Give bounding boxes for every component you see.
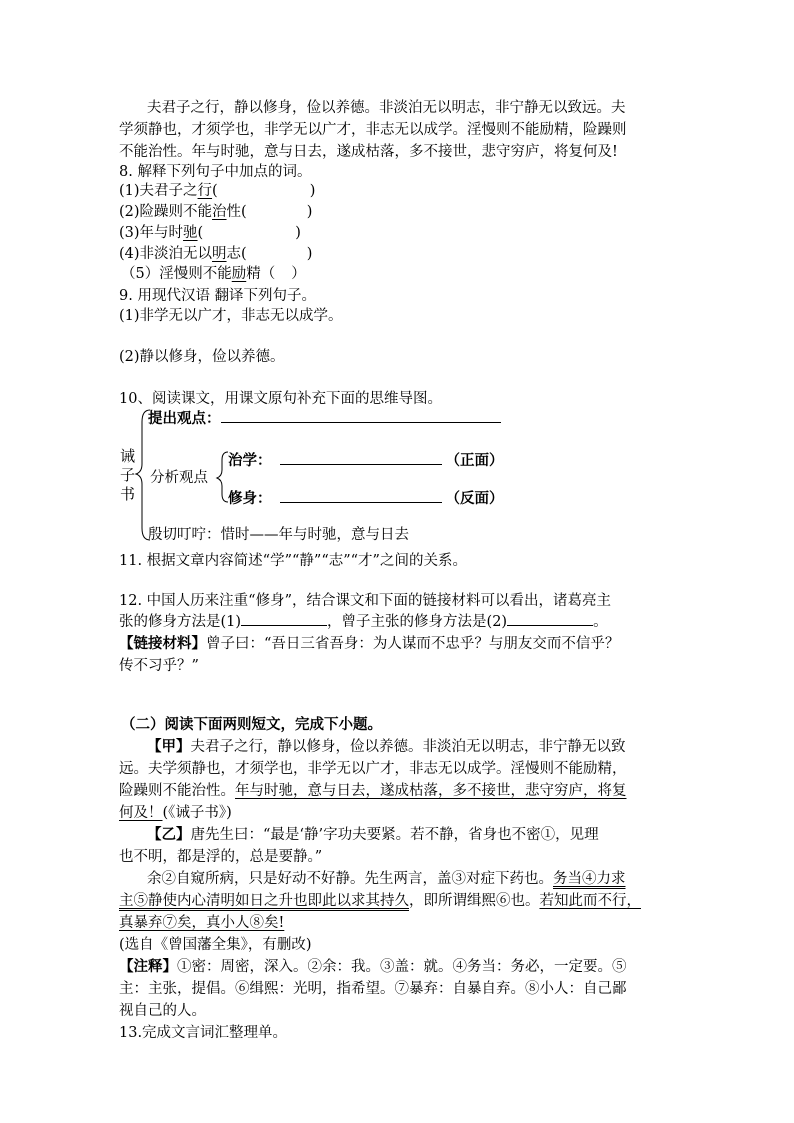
yi-line-2: 也不明，都是浮的，总是要静。” xyxy=(119,849,323,865)
branch-viewpoint xyxy=(148,408,501,429)
jia-label: 【甲】 xyxy=(147,739,191,755)
branch-label: 提出观点： xyxy=(148,411,221,427)
mind-map xyxy=(110,402,530,552)
sub-note: （反面） xyxy=(445,491,504,507)
branch-exhort: 殷切叮咛：惜时——年与时驰，意与日去 xyxy=(148,527,409,543)
sub-note: （正面） xyxy=(445,453,504,469)
q12-text-c: 。 xyxy=(593,614,608,630)
item-close: ) xyxy=(309,183,316,199)
link-text: 曾子曰：“吾日三省吾身：为人谋而不忠乎？与朋友交而不信乎？ xyxy=(206,636,620,652)
jia-text: 夫君子之行，静以修身，俭以养德。非淡泊无以明志，非宁静无以致 xyxy=(190,739,626,755)
question-8-item-4 xyxy=(119,243,312,265)
target-word: 励 xyxy=(231,266,247,282)
item-prefix: (1)夫君子之 xyxy=(119,183,198,199)
item-open: 志( xyxy=(226,246,247,262)
question-9-title: 9. 用现代汉语 翻译下列句子。 xyxy=(119,288,317,304)
target-word: 明 xyxy=(212,246,227,262)
notes-text: ①密：周密，深入。②余：我。③盖：就。④务当：务必，一定要。⑤ xyxy=(177,959,627,975)
section-2-title: （二）阅读下面两则短文，完成下小题。 xyxy=(121,717,382,733)
link-label: 【链接材料】 xyxy=(119,636,206,652)
sub-branch-self xyxy=(228,488,504,509)
underlined-sentence: 若知此而不行， xyxy=(539,893,641,909)
double-underlined-text: 主⑤静使内心清明如日之升也即此以求其持久 xyxy=(119,893,409,909)
jia-line-1 xyxy=(147,736,626,758)
question-12-line-1: 12. 中国人历来注重“修身”，结合课文和下面的链接材料可以看出，诸葛亮主 xyxy=(119,593,611,609)
question-8-item-5 xyxy=(121,263,306,285)
item-close: ) xyxy=(306,246,313,262)
passage-line-2: 学须静也，才须学也，非学无以广才，非志无以成学。淫慢则不能励精，险躁则 xyxy=(119,122,627,138)
inner-brace-icon xyxy=(217,452,228,502)
question-8-item-3 xyxy=(119,222,301,244)
item-prefix: (3)年与时 xyxy=(119,225,184,241)
item-open: ( xyxy=(212,183,218,199)
link-material-line-1 xyxy=(119,633,619,655)
item-open: 性( xyxy=(226,204,247,220)
passage-line-3: 不能治性。年与时驰，意与日去，遂成枯落，多不接世，悲守穷庐，将复何及! xyxy=(119,144,618,160)
question-9-sentence-1: (1)非学无以广才，非志无以成学。 xyxy=(119,308,343,324)
item-close: ) xyxy=(295,225,301,241)
item-prefix: (4)非淡泊无以 xyxy=(119,246,213,262)
notes-line-1 xyxy=(119,956,627,978)
question-10-title: 10、阅读课文，用课文原句补充下面的思维导图。 xyxy=(119,391,442,407)
jia-line-3 xyxy=(119,780,627,802)
notes-label: 【注释】 xyxy=(119,959,177,975)
sub-branch-study xyxy=(228,450,504,471)
yi-label: 【乙】 xyxy=(147,827,191,843)
yi-text: ，即所谓缉熙⑥也。 xyxy=(409,893,540,909)
notes-line-2: 主：主张，提倡。⑥缉熙：光明，指希望。⑦暴弃：自暴自弃。⑧小人：自己鄙 xyxy=(119,981,627,997)
underlined-sentence: 年与时驰，意与日去，遂成枯落，多不接世，悲守穷庐，将复 xyxy=(235,783,627,799)
q12-text-b: ，曾子主张的修身方法是(2) xyxy=(327,614,508,630)
question-8-item-2 xyxy=(119,201,312,223)
yi-line-4 xyxy=(119,890,641,912)
item-close: ) xyxy=(306,204,313,220)
q12-text-a: 张的修身方法是(1) xyxy=(119,614,242,630)
yi-line-3 xyxy=(147,868,626,890)
question-11: 11. 根据文章内容简述“学”“静”“志”“才”之间的关系。 xyxy=(119,553,467,569)
double-underlined-text: 务当④力求 xyxy=(553,871,626,887)
passage-line-1: 夫君子之行，静以修身，俭以养德。非淡泊无以明志，非宁静无以致远。夫 xyxy=(147,100,626,116)
yi-line-1 xyxy=(147,824,599,846)
jia-line-2: 远。夫学须静也，才须学也，非学无以广才，非志无以成学。淫慢则不能励精， xyxy=(119,761,627,777)
branch-analysis: 分析观点 xyxy=(150,470,208,486)
jia-source: (《诫子书》) xyxy=(162,805,232,821)
answer-blank[interactable] xyxy=(280,488,442,503)
target-word: 行 xyxy=(197,183,213,199)
question-13: 13.完成文言词汇整理单。 xyxy=(119,1025,288,1041)
yi-text: 余②自窥所病，只是好动不好静。先生两言，盖③对症下药也。 xyxy=(147,871,553,887)
item-open: 精（ xyxy=(246,266,276,282)
item-open: ( xyxy=(197,225,204,241)
jia-line-4 xyxy=(119,802,232,824)
yi-line-5 xyxy=(119,912,284,934)
question-9-sentence-2: (2)静以修身，俭以养德。 xyxy=(119,349,285,365)
item-prefix: （5）淫慢则不能 xyxy=(121,266,232,282)
underlined-sentence: 何及！ xyxy=(119,805,163,821)
answer-blank-2[interactable] xyxy=(507,611,593,626)
sub-label: 治学： xyxy=(228,453,272,469)
underlined-sentence: 真暴弃⑦矣，真小人⑧矣! xyxy=(119,915,285,931)
question-8-title: 8. 解释下列句子中加点的词。 xyxy=(119,164,312,180)
yi-text: 唐先生曰：“最是‘静’字功夫要紧。若不静，省身也不密①，见理 xyxy=(190,827,599,843)
notes-line-3: 视自己的人。 xyxy=(119,1003,206,1019)
answer-blank[interactable] xyxy=(221,408,501,423)
target-word: 驰 xyxy=(183,225,198,241)
link-material-line-2: 传不习乎？” xyxy=(119,658,199,674)
yi-source: (选自《曾国藩全集》，有删改) xyxy=(119,937,312,953)
answer-blank[interactable] xyxy=(280,450,442,465)
item-prefix: (2)险躁则不能 xyxy=(119,204,213,220)
outer-brace-icon xyxy=(136,410,150,540)
item-close: ） xyxy=(291,266,306,282)
sub-label: 修身： xyxy=(228,491,272,507)
question-8-item-1 xyxy=(119,180,315,202)
target-word: 治 xyxy=(212,204,227,220)
jia-text: 险躁则不能治性。 xyxy=(119,783,235,799)
answer-blank-1[interactable] xyxy=(241,611,327,626)
mind-map-center: 诫子书 xyxy=(120,447,136,503)
question-12-line-2 xyxy=(119,611,608,633)
